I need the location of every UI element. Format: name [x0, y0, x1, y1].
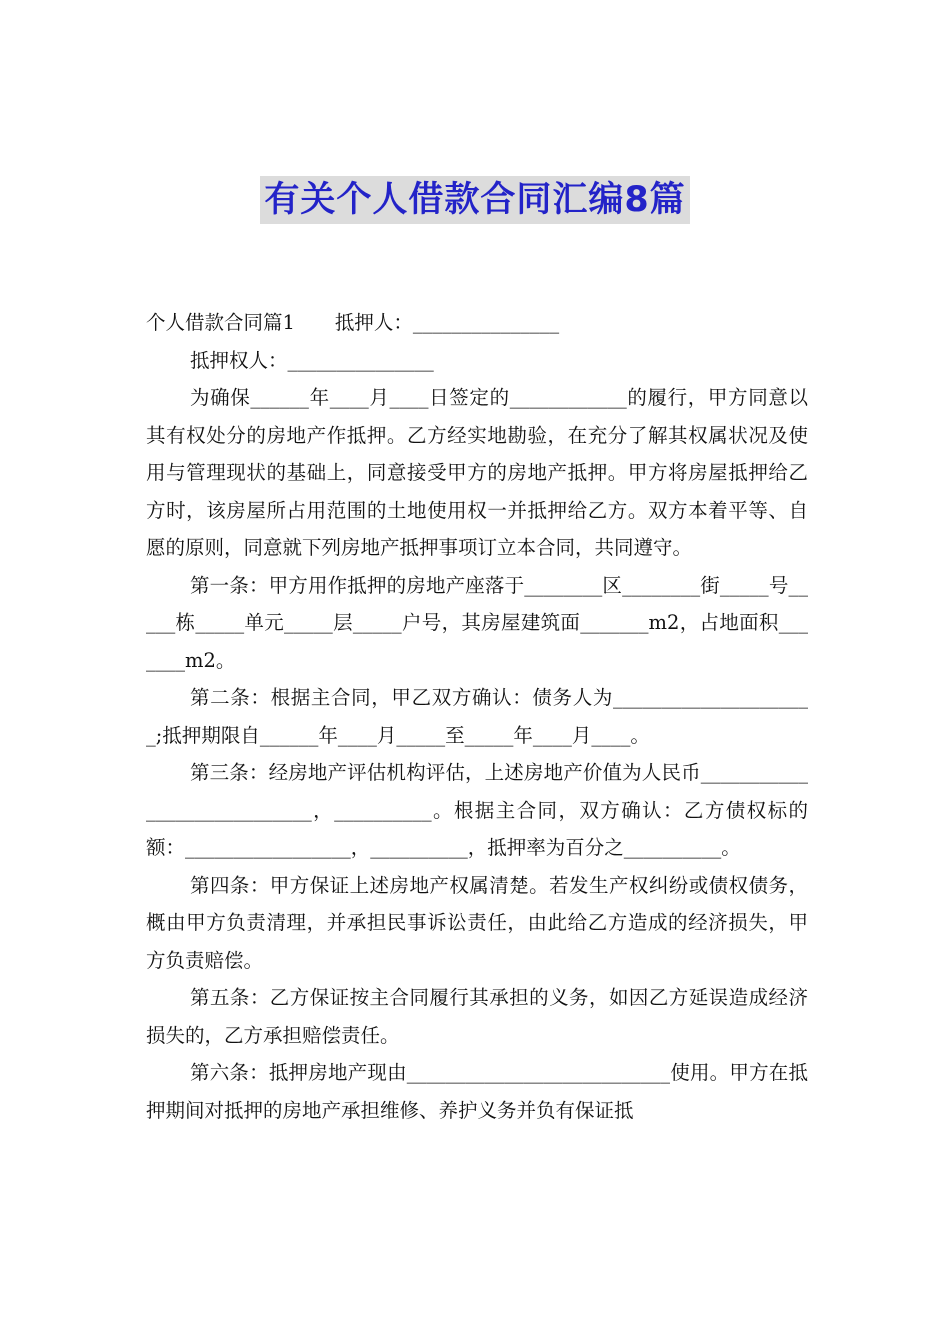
title-area [0, 176, 950, 224]
paragraph-article-3: 第三条：经房地产评估机构评估，上述房地产价值为人民币____________________________，__________。根据主合同，双方确认：乙方债权标的额：_________________，__________，抵押率为百分之__________。 [146, 761, 808, 859]
paragraph-article-6: 第六条：抵押房地产现由___________________________使用。甲方在抵押期间对抵押的房地产承担维修、养护义务并负有保证抵 [146, 1061, 808, 1122]
paragraph-article-2: 第二条：根据主合同，甲乙双方确认：债务人为_____________________;抵押期限自______年____月_____至_____年____月____。 [146, 686, 808, 747]
paragraph-article-4: 第四条：甲方保证上述房地产权属清楚。若发生产权纠纷或债权债务，概由甲方负责清理，并承担民事诉讼责任，由此给乙方造成的经济损失，甲方负责赔偿。 [146, 873, 808, 972]
paragraph-mortgagee: 抵押权人：_______________ [190, 348, 434, 372]
paragraph-article-1: 第一条：甲方用作抵押的房地产座落于________区________街_____号_____栋_____单元_____层_____户号，其房屋建筑面_______m2，占地面积_______m2。 [146, 573, 808, 672]
paragraph-article-5: 第五条：乙方保证按主合同履行其承担的义务，如因乙方延误造成经济损失的，乙方承担赔偿责任。 [146, 986, 808, 1047]
document-body [146, 304, 808, 1129]
section-heading: 个人借款合同篇1 [146, 311, 295, 334]
document-title: 有关个人借款合同汇编8篇 [260, 176, 689, 224]
paragraph-preamble: 为确保______年____月____日签定的____________的履行，甲方同意以其有权处分的房地产作抵押。乙方经实地勘验，在充分了解其权属状况及使用与管理现状的基础上，同意接受甲方的房地产抵押。甲方将房屋抵押给乙方时，该房屋所占用范围的土地使用权一并抵押给乙方。双方本着平等、自愿的原则，同意就下列房地产抵押事项订立本合同，共同遵守。 [146, 386, 808, 559]
mortgagor-line: 抵押人：_______________ [334, 311, 560, 334]
paragraph-heading [146, 304, 808, 342]
